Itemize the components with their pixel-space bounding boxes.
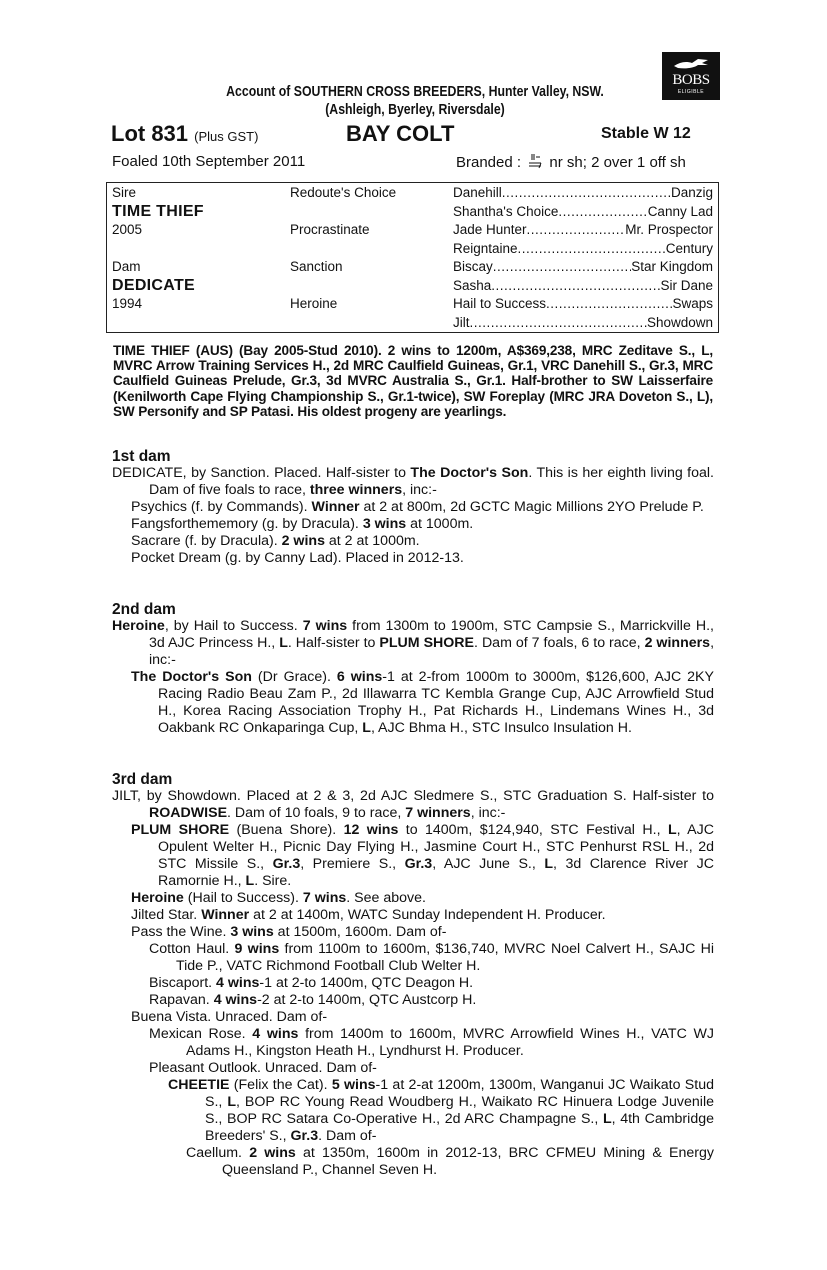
text: at 1000m. bbox=[406, 516, 474, 532]
bold-text: The Doctor's Son bbox=[410, 465, 529, 481]
pedigree-col3 bbox=[453, 278, 713, 293]
text: JILT, by Showdown. Placed at 2 & 3, 2d AJC Sledmere S., STC Graduation S. Half-sister to bbox=[112, 788, 714, 804]
stable-location: Stable W 12 bbox=[601, 125, 691, 142]
progeny-entry bbox=[112, 550, 714, 567]
text: , inc:- bbox=[470, 805, 506, 821]
pedigree-col3 bbox=[453, 241, 713, 256]
pedigree-col3 bbox=[453, 315, 713, 330]
progeny-entry bbox=[112, 1026, 714, 1060]
bold-text: Heroine bbox=[131, 890, 184, 906]
bold-text: Heroine bbox=[112, 618, 165, 634]
ancestor-sire: Showdown bbox=[646, 314, 713, 330]
ancestor-sire: Danzig bbox=[670, 185, 713, 200]
text: . Dam of 7 foals, 6 to race, bbox=[474, 635, 645, 651]
text: . See above. bbox=[346, 890, 426, 906]
bold-text: 2 wins bbox=[281, 533, 325, 549]
bold-text: Gr.3 bbox=[290, 1128, 319, 1144]
brand-mark-icon bbox=[527, 153, 543, 169]
pedigree-col3 bbox=[453, 222, 713, 237]
bold-text: L bbox=[362, 720, 371, 736]
text: . Sire. bbox=[254, 873, 292, 889]
ancestor-sire: Mr. Prospector bbox=[625, 222, 713, 237]
bold-text: 7 wins bbox=[302, 890, 347, 906]
ancestor-sire: Swaps bbox=[672, 296, 713, 311]
pedigree-col1: 1994 bbox=[112, 296, 143, 311]
sire-summary: TIME THIEF (AUS) (Bay 2005-Stud 2010). 2 wins to 1200m, A$369,238, MRC Zeditave S., L, MVRC Arrow Training Services H., 2d MRC Caulfield Guineas, Gr.1, VRC Danehill S., Gr.3, MRC Caulfield Guineas Prelude, Gr.3, 3d MVRC Australia S., Gr.1. Half-brother to SW Laisserfaire (Kenilworth Cape Flying Championship S., Gr.1-twice), SW Foreplay (MRC JRA Doveton S., L), SW Personify and SP Patasi. His oldest progeny are yearlings. bbox=[113, 343, 713, 419]
bold-text: L bbox=[602, 1111, 612, 1127]
pedigree-col3 bbox=[453, 185, 713, 200]
horse-logo-icon bbox=[672, 56, 710, 72]
lot-note: (Plus GST) bbox=[194, 129, 259, 144]
text: Buena Vista. Unraced. Dam of- bbox=[131, 1009, 328, 1025]
pedigree-col1: Sire bbox=[112, 185, 137, 200]
foaled-date: Foaled 10th September 2011 bbox=[112, 153, 306, 170]
text: Fangsforthememory (g. by Dracula). bbox=[131, 516, 363, 532]
progeny-entry bbox=[112, 890, 714, 907]
ancestor-name: Reigntaine bbox=[453, 240, 518, 256]
bold-text: 7 wins bbox=[302, 618, 348, 634]
bold-text: L bbox=[544, 856, 553, 872]
ancestor-name: Jade Hunter bbox=[453, 222, 527, 237]
pedigree-row bbox=[107, 239, 718, 258]
text: from 1400m to 1600m, MVRC Arrowfield Wines H., VATC WJ Adams H., Kingston Heath H., Lyndhurst H. Producer. bbox=[186, 1026, 714, 1059]
leader-dots bbox=[527, 222, 626, 237]
text: , AJC June S., bbox=[432, 856, 545, 872]
ancestor-sire: Century bbox=[665, 240, 713, 256]
progeny-entry bbox=[112, 516, 714, 533]
bold-text: L bbox=[227, 1094, 236, 1110]
pedigree-row bbox=[107, 294, 718, 313]
pedigree-col3 bbox=[453, 204, 713, 219]
bold-text: Winner bbox=[311, 499, 360, 515]
bold-text: L bbox=[245, 873, 255, 889]
text: -1 at 2-from 1000m to 3000m, $126,600, AJC 2KY Racing Radio Beau Zam P., 2d Illawarra TC Kembla Grange Cup, AJC Arrowfield Stud H., Korea Racing Association Trophy H., Pat Richards H., Lindemans Wines H., 3d Oakbank RC Onkaparinga Cup, bbox=[158, 669, 714, 736]
pedigree-row bbox=[107, 276, 718, 295]
dam-section bbox=[112, 601, 714, 737]
ancestor-name: Shantha's Choice bbox=[453, 203, 559, 219]
pedigree-col1: TIME THIEF bbox=[112, 202, 204, 220]
dam-section bbox=[112, 771, 714, 1179]
text: , 3d Clarence River JC Ramornie H., bbox=[158, 856, 714, 889]
text: -1 at 2-at 1200m, 1300m, Wanganui JC Waikato Stud S., bbox=[205, 1077, 714, 1110]
section-heading: 2nd dam bbox=[112, 601, 176, 618]
pedigree-col1: 2005 bbox=[112, 222, 143, 237]
text: , Premiere S., bbox=[300, 856, 405, 872]
branded-label: Branded : bbox=[456, 154, 522, 171]
text: , by Hail to Success. bbox=[164, 618, 303, 634]
bold-text: The Doctor's Son bbox=[131, 669, 252, 685]
logo-text: BOBS bbox=[672, 72, 710, 88]
vendor-farms: (Ashleigh, Byerley, Riversdale) bbox=[325, 101, 505, 118]
pedigree-row bbox=[107, 257, 718, 276]
bold-text: CHEETIE bbox=[168, 1077, 230, 1093]
text: at 2 at 1400m, WATC Sunday Independent H. Producer. bbox=[249, 907, 606, 923]
ancestor-name: Jilt bbox=[453, 314, 470, 330]
ancestor-sire: Sir Dane bbox=[660, 277, 713, 293]
lot-number bbox=[111, 121, 258, 147]
text: (Buena Shore). bbox=[229, 822, 344, 838]
leader-dots bbox=[470, 315, 647, 330]
text: Rapavan. bbox=[149, 992, 214, 1008]
pedigree-row bbox=[107, 220, 718, 239]
pedigree-col1: Dam bbox=[112, 259, 141, 274]
dam-entry bbox=[112, 788, 714, 822]
text: , inc:- bbox=[402, 482, 437, 498]
vendor-account: Account of SOUTHERN CROSS BREEDERS, Hunter Valley, NSW. bbox=[226, 83, 604, 100]
bold-text: L bbox=[667, 822, 677, 838]
text: at 1500m, 1600m. Dam of- bbox=[273, 924, 447, 940]
bold-text: 3 wins bbox=[362, 516, 407, 532]
text: from 1300m to 1900m, STC Campsie S., Marrickville H., 3d AJC Princess H., bbox=[149, 618, 714, 651]
section-heading: 1st dam bbox=[112, 448, 171, 465]
text: (Felix the Cat). bbox=[229, 1077, 332, 1093]
text: , BOP RC Young Read Woudberg H., Waikato RC Hinuera Lodge Juvenile S., BOP RC Satara Co-Operative H., 2d ARC Champagne S., bbox=[205, 1094, 714, 1127]
leader-dots bbox=[502, 185, 671, 200]
progeny-entry bbox=[112, 941, 714, 975]
bold-text: 2 wins bbox=[249, 1145, 296, 1161]
text: Psychics (f. by Commands). bbox=[131, 499, 312, 515]
text: at 1350m, 1600m in 2012-13, BRC CFMEU Mining & Energy Queensland P., Channel Seven H. bbox=[222, 1145, 714, 1178]
text: Caellum. bbox=[186, 1145, 250, 1161]
progeny-entry bbox=[112, 499, 714, 516]
text: (Dr Grace). bbox=[251, 669, 337, 685]
logo-subtext: ELIGIBLE bbox=[677, 89, 705, 95]
dam-entry bbox=[112, 465, 714, 499]
ancestor-name: Danehill bbox=[453, 185, 502, 200]
pedigree-col2: Redoute's Choice bbox=[290, 185, 397, 200]
text: , AJC Bhma H., STC Insulco Insulation H. bbox=[370, 720, 632, 736]
bold-text: Gr.3 bbox=[272, 856, 301, 872]
progeny-entry bbox=[112, 924, 714, 941]
progeny-entry bbox=[112, 992, 714, 1009]
bold-text: 4 wins bbox=[216, 975, 260, 991]
pedigree-col3 bbox=[453, 296, 713, 311]
text: Jilted Star. bbox=[131, 907, 202, 923]
pedigree-col2: Sanction bbox=[290, 259, 343, 274]
bold-text: Gr.3 bbox=[404, 856, 433, 872]
leader-dots bbox=[558, 204, 647, 219]
bold-text: 5 wins bbox=[331, 1077, 376, 1093]
bold-text: 6 wins bbox=[336, 669, 383, 685]
ancestor-name: Sasha bbox=[453, 277, 492, 293]
leader-dots bbox=[518, 241, 666, 256]
pedigree-row bbox=[107, 183, 718, 202]
progeny-entry bbox=[112, 669, 714, 737]
dam-section bbox=[112, 448, 714, 567]
leader-dots bbox=[493, 259, 631, 274]
progeny-entry bbox=[112, 1060, 714, 1077]
dam-entry bbox=[112, 618, 714, 669]
text: (Hail to Success). bbox=[183, 890, 303, 906]
text: Pass the Wine. bbox=[131, 924, 231, 940]
pedigree-col1: DEDICATE bbox=[112, 276, 195, 294]
text: Mexican Rose. bbox=[149, 1026, 253, 1042]
bold-text: PLUM SHORE bbox=[131, 822, 230, 838]
bold-text: 2 winners bbox=[644, 635, 711, 651]
progeny-entry bbox=[112, 533, 714, 550]
progeny-entry bbox=[112, 907, 714, 924]
pedigree-row bbox=[107, 202, 718, 221]
progeny-entry bbox=[112, 1145, 714, 1179]
bold-text: 4 wins bbox=[252, 1026, 299, 1042]
progeny-entry bbox=[112, 822, 714, 890]
lot-label: Lot 831 bbox=[111, 121, 189, 146]
lot-title: BAY COLT bbox=[346, 121, 455, 146]
ancestor-sire: Star Kingdom bbox=[631, 259, 713, 274]
text: Pleasant Outlook. Unraced. Dam of- bbox=[149, 1060, 377, 1076]
bold-text: three winners bbox=[309, 482, 403, 498]
text: Sacrare (f. by Dracula). bbox=[131, 533, 282, 549]
pedigree-col2: Procrastinate bbox=[290, 222, 370, 237]
text: to 1400m, $124,940, STC Festival H., bbox=[398, 822, 668, 838]
pedigree-row bbox=[107, 313, 718, 332]
text: Pocket Dream (g. by Canny Lad). Placed in 2012-13. bbox=[131, 550, 464, 566]
ancestor-name: Biscay bbox=[453, 259, 493, 274]
pedigree-col2: Heroine bbox=[290, 296, 338, 311]
ancestor-name: Hail to Success bbox=[453, 296, 547, 311]
progeny-entry bbox=[112, 975, 714, 992]
bold-text: L bbox=[279, 635, 288, 651]
ancestor-sire: Canny Lad bbox=[647, 203, 713, 219]
bold-text: 7 winners bbox=[405, 805, 471, 821]
leader-dots bbox=[546, 296, 672, 311]
branded-text: nr sh; 2 over 1 off sh bbox=[549, 154, 686, 171]
bold-text: 9 wins bbox=[234, 941, 280, 957]
text: -1 at 2-to 1400m, QTC Deagon H. bbox=[259, 975, 474, 991]
text: . Dam of- bbox=[318, 1128, 377, 1144]
progeny-entry bbox=[112, 1009, 714, 1026]
text: . This is her eighth living foal. Dam of five foals to race, bbox=[149, 465, 714, 498]
text: , inc:- bbox=[149, 635, 715, 668]
bold-text: 4 wins bbox=[213, 992, 258, 1008]
bold-text: 12 wins bbox=[343, 822, 399, 838]
bold-text: 3 wins bbox=[230, 924, 274, 940]
text: at 2 at 800m, 2d GCTC Magic Millions 2YO Prelude P. bbox=[359, 499, 704, 515]
text: . Dam of 10 foals, 9 to race, bbox=[227, 805, 406, 821]
bold-text: Winner bbox=[201, 907, 250, 923]
progeny-entry bbox=[112, 1077, 714, 1145]
text: Cotton Haul. bbox=[149, 941, 235, 957]
text: , AJC Opulent Welter H., Picnic Day Flying H., Jasmine Court H., STC Penhurst RSL H., 2d STC Missile S., bbox=[158, 822, 714, 872]
leader-dots bbox=[491, 278, 660, 293]
text: from 1100m to 1600m, $136,740, MVRC Noel Calvert H., SAJC Hi Tide P., VATC Richmond Football Club Welter H. bbox=[176, 941, 715, 974]
brand-info bbox=[456, 153, 686, 171]
bold-text: ROADWISE bbox=[149, 805, 228, 821]
text: Biscaport. bbox=[149, 975, 217, 991]
text: DEDICATE, by Sanction. Placed. Half-sister to bbox=[112, 465, 411, 481]
section-heading: 3rd dam bbox=[112, 771, 173, 788]
text: at 2 at 1000m. bbox=[324, 533, 420, 549]
pedigree-col3 bbox=[453, 259, 713, 274]
text: . Half-sister to bbox=[287, 635, 380, 651]
text: -2 at 2-to 1400m, QTC Austcorp H. bbox=[257, 992, 477, 1008]
pedigree-table bbox=[106, 182, 719, 333]
bold-text: PLUM SHORE bbox=[379, 635, 475, 651]
text: , 4th Cambridge Breeders' S., bbox=[205, 1111, 714, 1144]
